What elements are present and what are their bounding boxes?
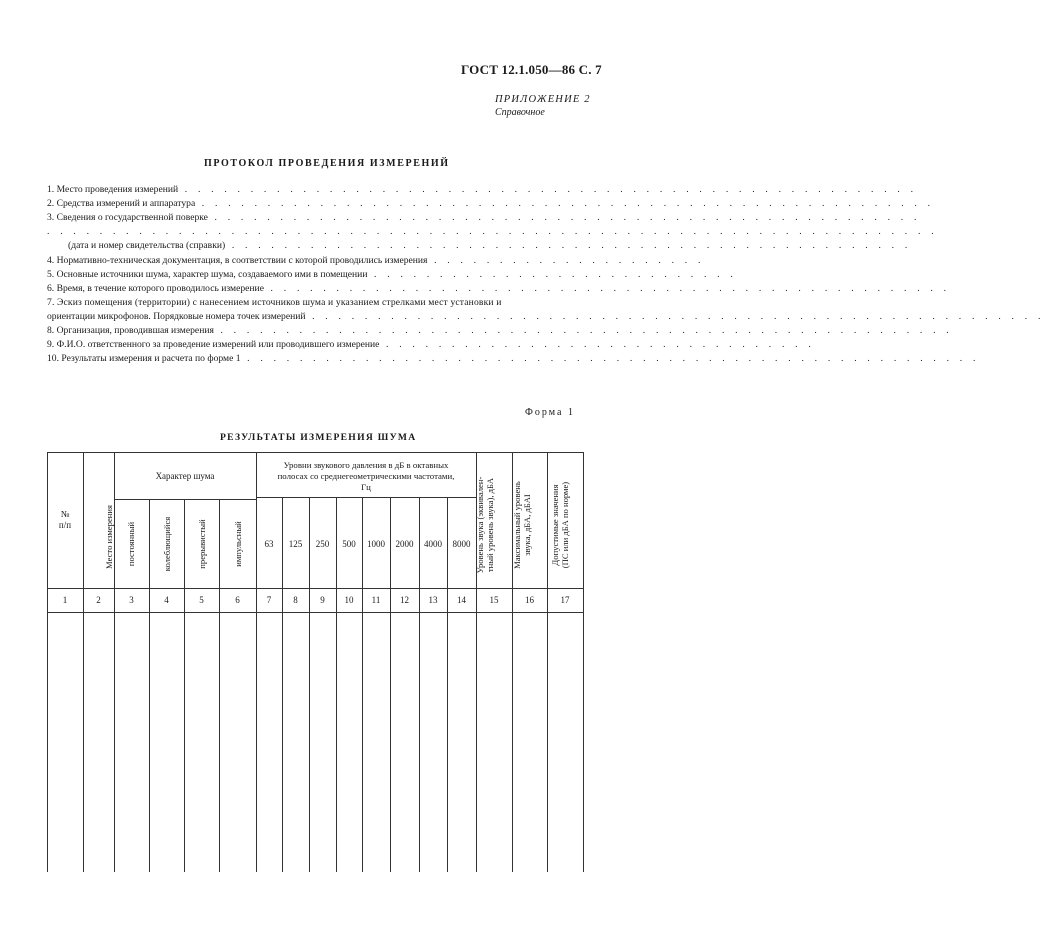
- header-equivalent-level: Уровень звука (эквивален- тный уровень звука), дБА: [475, 476, 495, 574]
- table-subheader-rule: [256, 497, 476, 498]
- table-col-divider: [390, 497, 391, 872]
- page-header: ГОСТ 12.1.050—86 С. 7: [461, 62, 602, 77]
- protocol-item-5: 5. Основные источники шума, характер шума, создаваемого ими в помещении . . . . . . . . . . . . . . . . . . . . . . . . . . . .: [47, 269, 737, 280]
- header-levels-line2: полосах со среднегеометрическими частотами,: [277, 471, 455, 481]
- header-char-impulse: импульсный: [233, 521, 243, 567]
- table-numbers-bottom: [47, 612, 583, 613]
- table-col-divider: [219, 499, 220, 872]
- table-col-divider: [282, 497, 283, 872]
- column-number-4: 4: [164, 595, 169, 605]
- table-border-right: [583, 452, 584, 872]
- header-freq-63: 63: [264, 539, 274, 549]
- header-freq-2000: 2000: [395, 539, 414, 549]
- protocol-item-4: 4. Нормативно-техническая документация, в соответствии с которой проводились измерения . . . . . . . . . . . . . . . . . . . . .: [47, 255, 705, 266]
- table-col-divider: [336, 497, 337, 872]
- protocol-item-3-note: (дата и номер свидетельства (справки) . . . . . . . . . . . . . . . . . . . . . . . . . . . . . . . . . . . . . . . . . . . . . . . . . . . .: [68, 240, 912, 251]
- table-col-divider: [256, 452, 257, 872]
- table-col-divider: [184, 499, 185, 872]
- column-number-7: 7: [266, 595, 272, 605]
- column-number-10: 10: [344, 595, 354, 605]
- column-number-17: 17: [560, 595, 570, 605]
- protocol-title: ПРОТОКОЛ ПРОВЕДЕНИЯ ИЗМЕРЕНИЙ: [204, 158, 450, 169]
- table-col-divider: [149, 499, 150, 872]
- table-col-divider: [83, 452, 84, 872]
- table-col-divider: [419, 497, 420, 872]
- protocol-item-9: 9. Ф.И.О. ответственного за проведение измерений или проводившего измерение . . . . . . . . . . . . . . . . . . . . . . . . . . . . . . . . .: [47, 339, 815, 350]
- appendix-note: Справочное: [495, 107, 545, 118]
- appendix-label: ПРИЛОЖЕНИЕ 2: [495, 94, 591, 105]
- column-number-16: 16: [525, 595, 534, 605]
- column-number-15: 15: [489, 595, 499, 605]
- header-freq-4000: 4000: [424, 539, 442, 549]
- column-number-14: 14: [457, 595, 466, 605]
- column-number-12: 12: [400, 595, 409, 605]
- header-number: №: [60, 509, 70, 519]
- header-freq-1000: 1000: [367, 539, 385, 549]
- header-char-intermittent: прерывистый: [197, 519, 207, 569]
- header-freq-8000: 8000: [452, 539, 471, 549]
- table-col-divider: [309, 497, 310, 872]
- header-freq-250: 250: [315, 539, 330, 549]
- header-character: Характер шума: [155, 471, 215, 481]
- column-number-11: 11: [371, 595, 381, 605]
- column-number-3: 3: [129, 595, 134, 605]
- table-col-divider: [362, 497, 363, 872]
- column-number-2: 2: [96, 595, 101, 605]
- header-place: Место измерения: [104, 505, 114, 569]
- column-number-5: 5: [199, 595, 204, 605]
- header-levels-line1: Уровни звукового давления в дБ в октавных: [283, 460, 449, 470]
- protocol-item-6: 6. Время, в течение которого проводилось измерение . . . . . . . . . . . . . . . . . . . . . . . . . . . . . . . . . . . . . . . . . . . . . . . . . . . .: [47, 283, 951, 294]
- table-col-divider: [547, 452, 548, 872]
- protocol-item-7-continuation: ориентации микрофонов. Порядковые номера точек измерений . . . . . . . . . . . . . . . . . . . . . . . . . . . . . . . . . . . . . . . . . . . . . . . . . . . . . . . .: [47, 311, 1045, 322]
- protocol-item-3-continuation: . . . . . . . . . . . . . . . . . . . . . . . . . . . . . . . . . . . . . . . . . . . . . . . . . . . . . . . . . . . . . . . . . . . .: [47, 226, 938, 237]
- header-number-sub: п/п: [58, 520, 72, 530]
- table-col-divider: [447, 497, 448, 872]
- table-col-divider: [114, 452, 115, 872]
- header-char-fluctuating: колеблющийся: [162, 516, 172, 572]
- protocol-item-2: 2. Средства измерений и аппаратура . . . . . . . . . . . . . . . . . . . . . . . . . . . . . . . . . . . . . . . . . . . . . . . . . . . . . . . .: [47, 198, 935, 209]
- header-char-constant: постоянный: [126, 521, 136, 567]
- protocol-item-8: 8. Организация, проводившая измерения . . . . . . . . . . . . . . . . . . . . . . . . . . . . . . . . . . . . . . . . . . . . . . . . . . . . . . . .: [47, 325, 953, 336]
- column-number-13: 13: [428, 595, 438, 605]
- form-label: Форма 1: [525, 407, 575, 418]
- protocol-item-7: 7. Эскиз помещения (территории) с нанесением источников шума и указанием стрелками мест установки и: [47, 297, 502, 308]
- header-freq-500: 500: [342, 539, 356, 549]
- results-title: РЕЗУЛЬТАТЫ ИЗМЕРЕНИЯ ШУМА: [220, 432, 417, 443]
- table-border-top: [47, 452, 583, 453]
- protocol-item-3: 3. Сведения о государственной поверке . . . . . . . . . . . . . . . . . . . . . . . . . . . . . . . . . . . . . . . . . . . . . . . . . . . . . .: [47, 212, 921, 223]
- column-number-9: 9: [320, 595, 325, 605]
- column-number-8: 8: [293, 595, 298, 605]
- header-freq-125: 125: [288, 539, 303, 549]
- protocol-item-1: 1. Место проведения измерений . . . . . . . . . . . . . . . . . . . . . . . . . . . . . . . . . . . . . . . . . . . . . . . . . . . . . . . .: [47, 184, 918, 195]
- header-allowable-values: Допустимые значения (ПС или дБА по норме): [550, 481, 570, 569]
- column-number-6: 6: [235, 595, 240, 605]
- header-levels-line3: Гц: [361, 482, 371, 492]
- header-max-level: Максимальный уровень звука, дБА, дБАI: [512, 481, 532, 569]
- column-number-1: 1: [62, 595, 68, 605]
- protocol-item-10: 10. Результаты измерения и расчета по форме 1 . . . . . . . . . . . . . . . . . . . . . . . . . . . . . . . . . . . . . . . . . . . . . . . . . . . . . . . .: [47, 353, 980, 364]
